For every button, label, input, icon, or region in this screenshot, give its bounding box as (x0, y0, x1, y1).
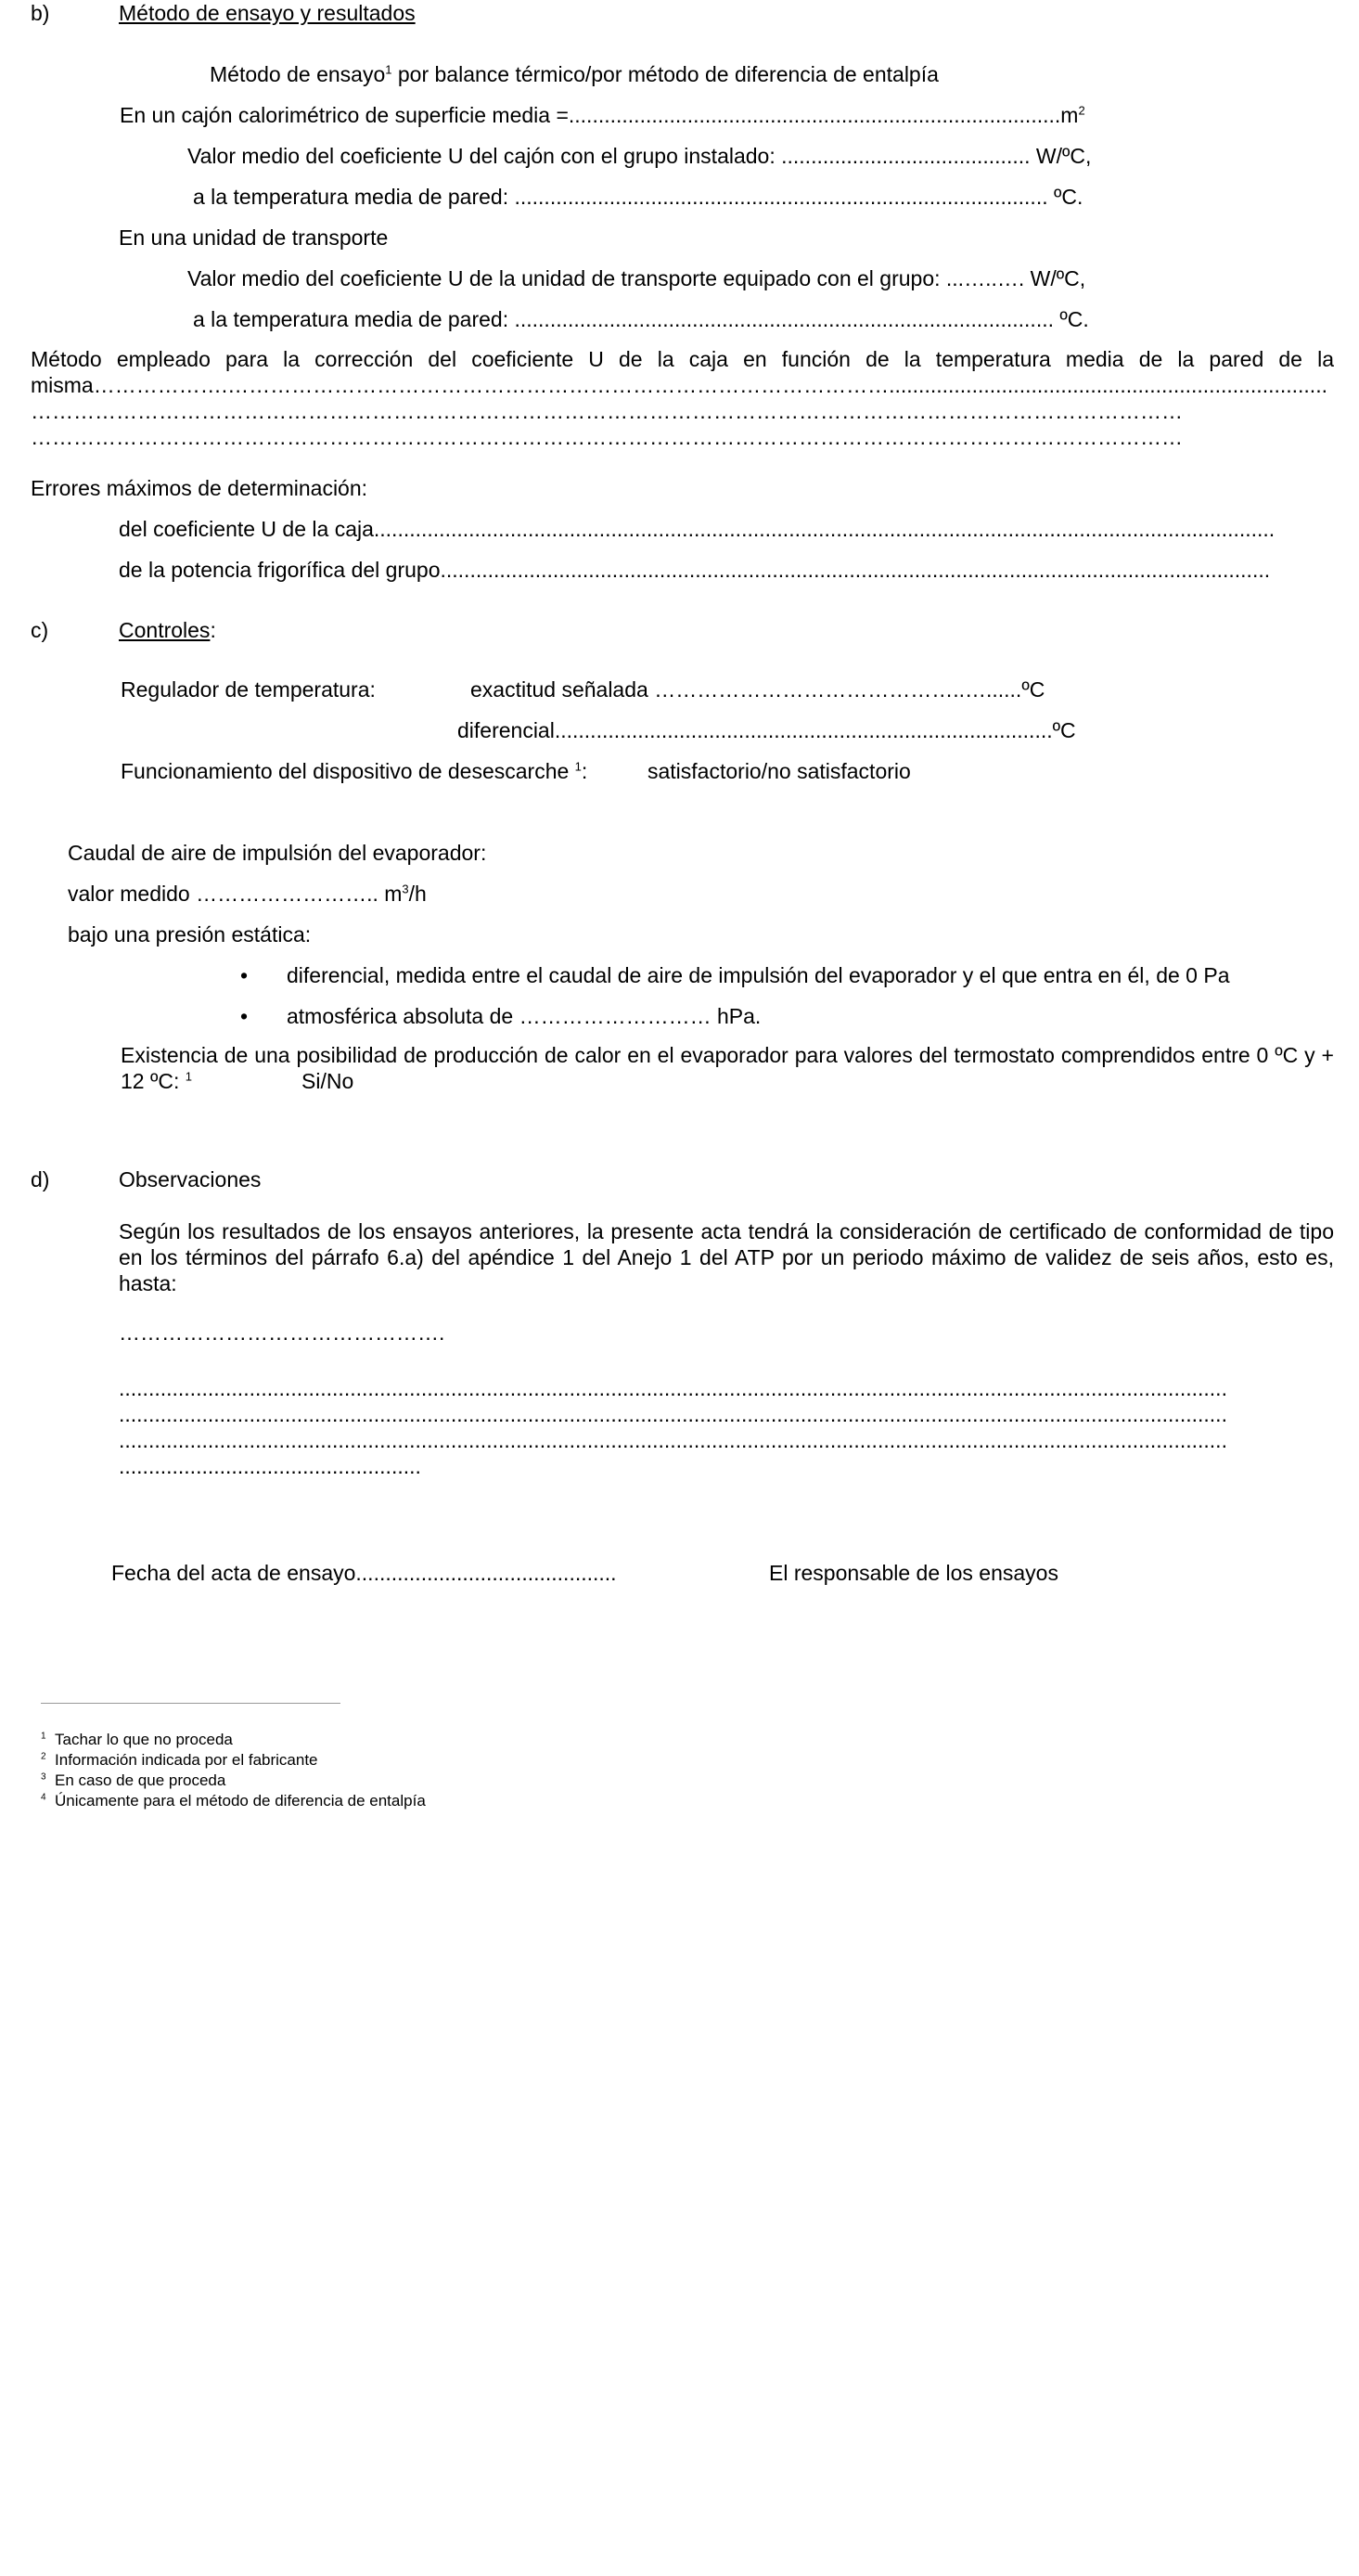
calor-text: Existencia de una posibilidad de producción de calor en el evaporador para valores del termostato comprendidos entre 0 ºC y + 12 ºC: (121, 1043, 1334, 1093)
heading-colon: : (210, 618, 216, 642)
bullet-dot: • (240, 1004, 249, 1028)
section-c-letter: c) (31, 618, 49, 642)
bullet-dot: • (240, 963, 249, 987)
footnote-number: 4 (41, 1792, 46, 1803)
unidad-transporte-label: En una unidad de transporte (119, 225, 389, 250)
section-c-heading (119, 617, 216, 643)
footnote-1 (41, 1730, 233, 1750)
unit-per-hour: /h (408, 882, 427, 906)
footnote-text: Información indicada por el fabricante (55, 1751, 318, 1769)
section-d-heading: Observaciones (119, 1167, 262, 1191)
u-unidad-line: Valor medio del coeficiente U de la unidad de transporte equipado con el grupo: ...…..…. W/ºC, (187, 266, 1086, 290)
cajon-line (120, 102, 1085, 128)
hasta-dots: ………………………………………. (119, 1320, 445, 1345)
footnote-number: 1 (41, 1731, 46, 1742)
obs-dots-line-3: ........................................................................................................................................................................................... (119, 1428, 1227, 1452)
method-text: Método de ensayo (210, 62, 386, 86)
error-u-line: del coeficiente U de la caja........................................................................................................................................................ (119, 517, 1276, 541)
bullet-item-atmosferica: atmosférica absoluta de ……………………… hPa. (287, 1004, 762, 1028)
u-cajon-line: Valor medio del coeficiente U del cajón con el grupo instalado: .......................................... W/ºC, (187, 144, 1092, 168)
footnote-number: 3 (41, 1771, 46, 1783)
diferencial-line: diferencial....................................................................................ºC (457, 718, 1076, 742)
valor-medido-line (68, 881, 427, 907)
footnote-number: 2 (41, 1751, 46, 1762)
valor-medido-text: valor medido …………………….. m (68, 882, 403, 906)
controles-heading: Controles (119, 618, 211, 642)
footnote-separator (41, 1703, 340, 1704)
method-options: por balance térmico/por método de diferencia de entalpía (391, 62, 939, 86)
method-line (210, 61, 939, 87)
obs-dots-line-2: ........................................................................................................................................................................................... (119, 1402, 1227, 1426)
section-b-heading: Método de ensayo y resultados (119, 1, 416, 25)
section-b-letter: b) (31, 1, 50, 25)
footnote-ref: 1 (185, 1069, 192, 1084)
error-potencia-line: de la potencia frigorífica del grupo............................................................................................................................................ (119, 558, 1271, 582)
desescarche-colon: : (581, 759, 588, 783)
desescarche-label: Funcionamiento del dispositivo de desescarche (121, 759, 570, 783)
temp-pared-line-1: a la temperatura media de pared: .......................................................................................... ºC. (193, 185, 1083, 209)
section-d-letter: d) (31, 1167, 50, 1191)
footnote-ref: 1 (385, 62, 392, 77)
calor-paragraph (121, 1042, 1334, 1094)
responsable-label: El responsable de los ensayos (769, 1561, 1058, 1585)
footnote-text: Tachar lo que no proceda (55, 1731, 233, 1748)
bullet-item-diferencial: diferencial, medida entre el caudal de aire de impulsión del evaporador y el que entra en él, de 0 Pa (287, 963, 1230, 987)
observaciones-paragraph: Según los resultados de los ensayos anteriores, la presente acta tendrá la consideración de certificado de conformidad de tipo en los términos del párrafo 6.a) del apéndice 1 del Anejo 1 del ATP por un periodo máximo de validez de seis años, esto es, hasta: (119, 1219, 1334, 1295)
caudal-label: Caudal de aire de impulsión del evaporador: (68, 841, 487, 865)
metodo-correccion-paragraph: Método empleado para la corrección del coeficiente U de la caja en función de la temperatura media de la pared de la misma……………….………………………………………………………………………………….......................................................................... ……………………………………………………………………………………………………………………………………………… ……………………………………………………………………………………………………………………………………………… (31, 347, 1334, 449)
footnote-text: En caso de que proceda (55, 1771, 226, 1789)
footnote-4 (41, 1791, 426, 1811)
footnote-text: Únicamente para el método de diferencia de entalpía (55, 1792, 426, 1810)
obs-dots-line-1: ........................................................................................................................................................................................... (119, 1376, 1227, 1400)
regulador-label: Regulador de temperatura: (121, 677, 376, 702)
footnote-2 (41, 1750, 318, 1771)
calor-value: Si/No (301, 1069, 354, 1093)
desescarche-value: satisfactorio/no satisfactorio (647, 759, 911, 783)
footnote-3 (41, 1771, 225, 1791)
cajon-text: En un cajón calorimétrico de superficie media =...................................................................................m (120, 103, 1079, 127)
desescarche-line (121, 758, 587, 784)
footnote-ref: 1 (574, 759, 582, 774)
obs-dots-line-4: ................................................... (119, 1454, 421, 1478)
exactitud-line: exactitud señalada ……………………………………..…......ºC (470, 677, 1045, 702)
unit-exponent: 2 (1078, 103, 1085, 118)
unit-exponent: 3 (402, 882, 409, 896)
errores-label: Errores máximos de determinación: (31, 476, 368, 500)
temp-pared-line-2: a la temperatura media de pared: ........................................................................................... ºC. (193, 307, 1089, 331)
presion-estatica-label: bajo una presión estática: (68, 922, 312, 947)
fecha-acta-line: Fecha del acta de ensayo............................................ (111, 1561, 617, 1585)
